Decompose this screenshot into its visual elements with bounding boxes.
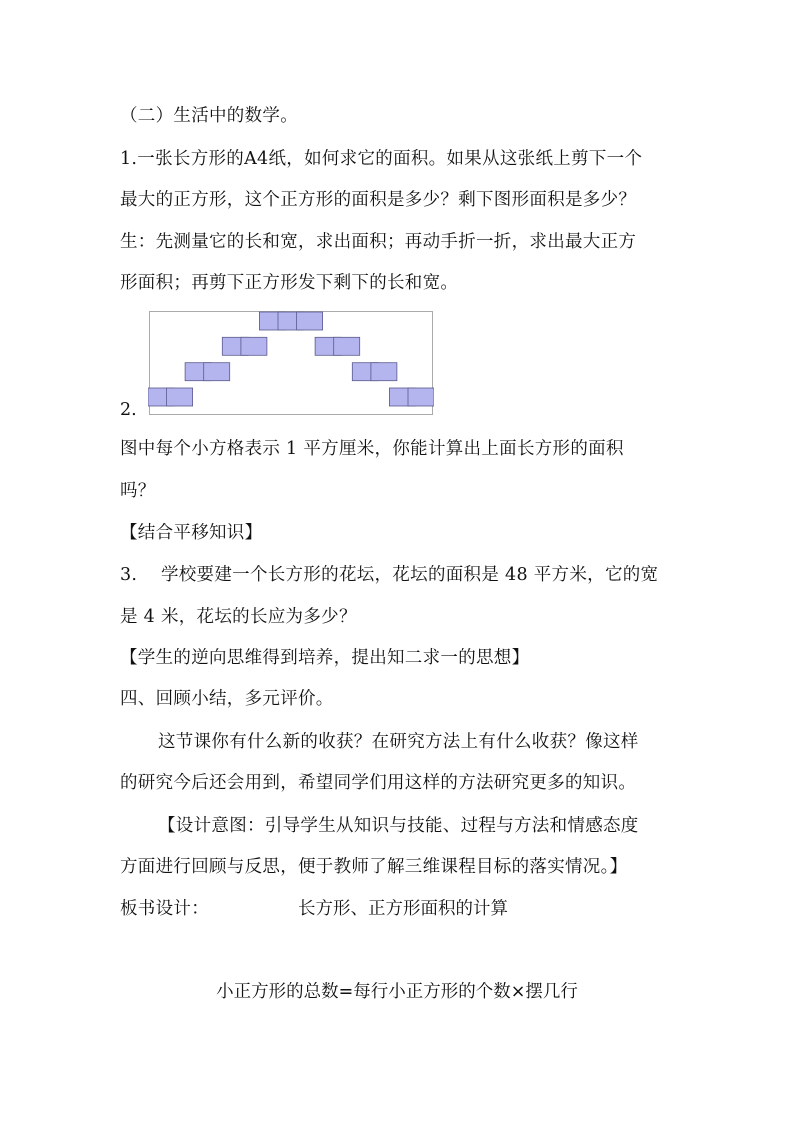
q3-note: 【学生的逆向思维得到培养，提出知二求一的思想】 (120, 648, 530, 668)
unit-square (204, 363, 230, 381)
board-title: 长方形、正方形面积的计算 (298, 899, 508, 919)
unit-square (334, 337, 360, 355)
q1-line-3: 生：先测量它的长和宽，求出面积；再动手折一折，求出最大正方 (120, 232, 637, 252)
summary-para1-line-2: 的研究今后还会用到，希望同学们用这样的方法研究更多的知识。 (120, 773, 637, 793)
staircase-figure (148, 310, 434, 416)
summary-para2-line-1: 【设计意图：引导学生从知识与技能、过程与方法和情感态度 (158, 816, 639, 836)
q1-line-4: 形面积；再剪下正方形发下剩下的长和宽。 (120, 273, 459, 293)
unit-square (297, 312, 323, 330)
unit-square (167, 388, 193, 406)
summary-heading: 四、回顾小结，多元评价。 (120, 689, 334, 709)
q1-line-1: 1.一张长方形的A4纸，如何求它的面积。如果从这张纸上剪下一个 (120, 149, 643, 169)
q1-line-2: 最大的正方形，这个正方形的面积是多少？剩下图形面积是多少？ (120, 190, 637, 210)
summary-para1-line-1: 这节课你有什么新的收获？在研究方法上有什么收获？像这样 (158, 732, 639, 752)
board-formula: 小正方形的总数=每行小正方形的个数×摆几行 (216, 982, 578, 1002)
section-title: （二）生活中的数学。 (120, 106, 298, 126)
q2-note: 【结合平移知识】 (120, 523, 263, 543)
unit-square (241, 337, 267, 355)
board-label: 板书设计： (120, 899, 209, 919)
unit-square (371, 363, 397, 381)
staircase-grid (148, 310, 434, 416)
unit-square (408, 388, 434, 406)
q3-line-2: 是 4 米，花坛的长应为多少？ (120, 607, 357, 627)
q2-line-1: 图中每个小方格表示 1 平方厘米，你能计算出上面长方形的面积 (120, 439, 624, 459)
q2-number: 2. (120, 400, 137, 420)
summary-para2-line-2: 方面进行回顾与反思，便于教师了解三维课程目标的落实情况。】 (120, 857, 628, 877)
q3-line-1: 3. 学校要建一个长方形的花坛，花坛的面积是 48 平方米，它的宽 (120, 565, 659, 585)
q2-line-2: 吗？ (120, 481, 156, 501)
